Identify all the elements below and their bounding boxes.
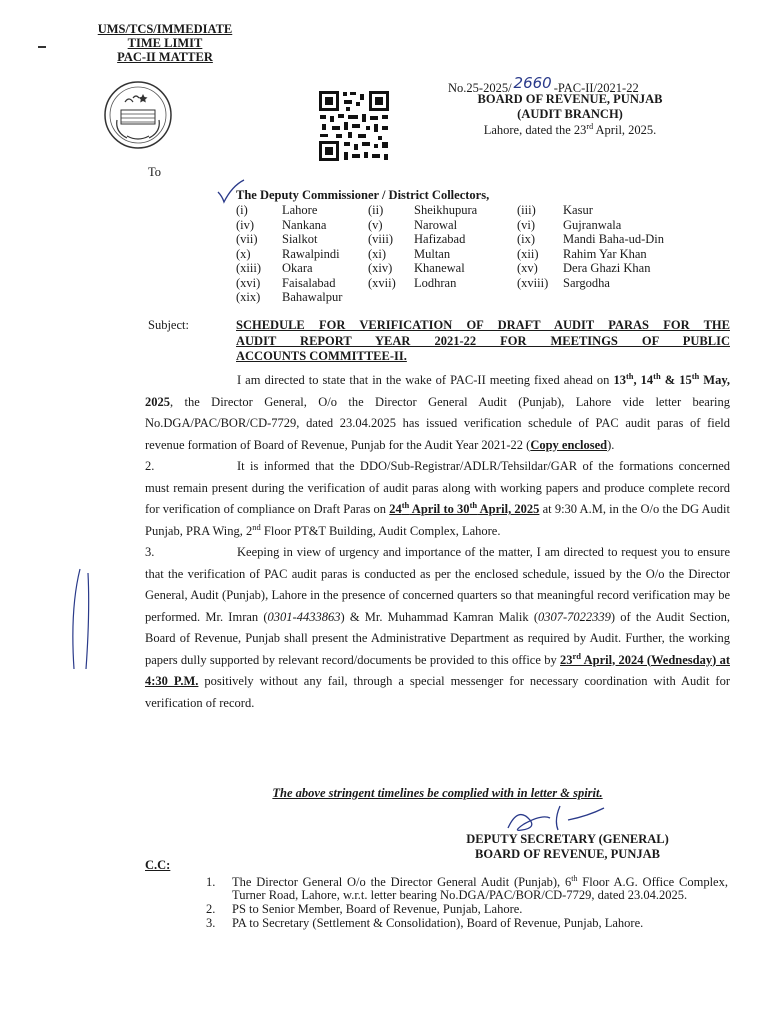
district-number: (i) — [236, 203, 248, 217]
signatory-line: DEPUTY SECRETARY (GENERAL) — [466, 832, 669, 846]
district-name: Kasur — [563, 203, 593, 217]
district-number: (xvii) — [368, 275, 396, 290]
district-name: Sialkot — [282, 232, 318, 246]
paragraph-2: 2. It is informed that the DDO/Sub-Registrar/ADLR/Tehsildar/GAR of the formations concerned must remain present during the verification of audit paras along with working papers and produce complete record for verification of compliance on Draft Paras on 24th April to 30th April, 2025 at 9:30 A.M, in the O/o the DG Audit Punjab, PRA Wing, 2nd Floor PT&T Building, Audit Complex, Lahore. — [145, 459, 730, 538]
marking-line: UMS/TCS/IMMEDIATE — [97, 22, 233, 36]
district-number: (xiii) — [236, 261, 261, 275]
copy-enclosed: Copy enclosed — [530, 437, 608, 452]
district-number: (iv) — [236, 217, 255, 232]
cc-label: C.C: — [145, 858, 171, 872]
qr-code-icon — [318, 90, 390, 162]
org-line: BOARD OF REVENUE, PUNJAB — [477, 92, 663, 106]
mobile-number: 0307-7022339 — [538, 609, 611, 624]
district-number: (xi) — [368, 246, 387, 261]
district-row — [236, 261, 664, 276]
date-prefix: Lahore, dated the 23 — [483, 123, 587, 138]
district-name: Khanewal — [414, 261, 465, 275]
subject-line: SCHEDULE FOR VERIFICATION OF DRAFT AUDIT PARAS FOR THE — [236, 318, 730, 332]
signatory-line: BOARD OF REVENUE, PUNJAB — [475, 846, 660, 861]
district-row — [236, 232, 664, 247]
organization-name — [440, 92, 700, 122]
district-row — [236, 203, 664, 218]
district-number: (xviii) — [517, 275, 549, 290]
cc-text: PA to Secretary (Settlement & Consolidation), Board of Revenue, Punjab, Lahore. — [232, 916, 644, 930]
district-name: Mandi Baha-ud-Din — [563, 232, 665, 246]
district-number: (xvi) — [236, 275, 261, 290]
marking-line: TIME LIMIT — [127, 36, 203, 50]
district-number: (xix) — [236, 290, 261, 304]
ref-suffix: -PAC-II/2021-22 — [553, 81, 639, 95]
district-row — [236, 218, 664, 233]
district-name: Dera Ghazi Khan — [563, 261, 651, 275]
district-row — [236, 276, 664, 291]
district-number: (viii) — [368, 232, 393, 246]
district-name: Multan — [414, 246, 451, 261]
cc-item — [206, 903, 728, 916]
cc-list — [206, 873, 728, 931]
district-name: Hafizabad — [414, 232, 466, 246]
margin-pen-mark — [60, 565, 100, 675]
district-name: Lahore — [282, 203, 318, 217]
subject-label: Subject: — [148, 318, 189, 332]
subject-text — [236, 318, 730, 365]
district-number: (iii) — [517, 203, 536, 217]
org-line: (AUDIT BRANCH) — [517, 107, 623, 121]
district-number: (ii) — [368, 203, 384, 217]
handwritten-number: 2660 — [513, 74, 552, 92]
ref-prefix: No.25-2025/ — [448, 81, 512, 95]
verification-dates: 24th April to 30th April, 2025 — [389, 499, 540, 516]
marking-line: PAC-II MATTER — [117, 50, 213, 64]
district-name: Rahim Yar Khan — [563, 246, 647, 261]
cc-text: PS to Senior Member, Board of Revenue, Punjab, Lahore. — [232, 902, 523, 916]
district-name — [414, 290, 517, 305]
district-row — [236, 290, 664, 305]
district-name — [563, 290, 664, 305]
letter-body — [145, 370, 730, 714]
cc-number: 1. — [206, 875, 216, 889]
priority-markings — [80, 22, 250, 64]
paragraph-3: 3. Keeping in view of urgency and importance of the matter, I am directed to request you to ensure that the verification of PAC audit paras is conducted as per the enclosed schedule, issued by the O/o the Director General, Audit (Punjab), Lahore in the presence of concerned quarters so that meaningful record verification may be performed. Mr. Imran (0301-4433863) & Mr. Muhammad Kamran Malik (0307-7022339) of the Audit Section, Board of Revenue, Punjab shall present the Administrative Department as required by Audit. Further, the working papers dully supported by relevant record/documents be provided to this office by 23rd April, 2024 (Wednesday) at 4:30 P.M. positively without any fail, through a special messenger for necessary coordination with Audit for verification of record. — [145, 545, 731, 710]
district-name: Lodhran — [414, 275, 457, 290]
stringent-note: The above stringent timelines be complied with in letter & spirit. — [272, 786, 603, 800]
district-number: (xv) — [517, 261, 538, 275]
district-name: Rawalpindi — [282, 246, 340, 261]
cc-item — [206, 873, 728, 902]
district-number: (xiv) — [368, 261, 393, 275]
cc-number: 2. — [206, 902, 216, 916]
cc-item — [206, 917, 728, 930]
district-number — [517, 290, 563, 305]
district-number: (vii) — [236, 232, 258, 246]
deadline: 23rd April, 2024 (Wednesday) at 4:30 P.M. — [145, 650, 730, 688]
district-number: (x) — [236, 246, 251, 261]
district-number: (ix) — [517, 232, 536, 246]
district-name: Gujranwala — [563, 217, 622, 232]
district-name: Bahawalpur — [282, 290, 343, 304]
date-suffix: April, 2025. — [593, 123, 657, 138]
mobile-number: 0301-4433863 — [267, 609, 341, 624]
to-label: To — [148, 165, 162, 179]
district-number: (v) — [368, 217, 383, 232]
district-name: Nankana — [282, 217, 327, 232]
subject-line: AUDIT REPORT YEAR 2021-22 FOR MEETINGS OF PUBLIC — [236, 333, 730, 348]
addressee: The Deputy Commissioner / District Collectors, — [236, 188, 490, 202]
signatory-block — [440, 832, 695, 861]
district-number — [368, 290, 414, 305]
district-number: (xii) — [517, 246, 539, 261]
subject-line: ACCOUNTS COMMITTEE-II. — [236, 349, 407, 363]
district-list — [236, 203, 664, 305]
district-name: Okara — [282, 261, 313, 275]
district-name: Narowal — [414, 217, 458, 232]
cc-text: The Director General O/o the Director General Audit (Punjab), 6th Floor A.G. Office Complex, Turner Road, Lahore, w.r.t. letter bearing No.DGA/PAC/BOR/CD-7729, dated 23.04.2025. — [232, 873, 728, 902]
letter-date — [440, 122, 700, 138]
district-name: Sheikhupura — [414, 203, 478, 217]
stray-mark — [38, 46, 46, 48]
district-row — [236, 247, 664, 262]
date-sup: rd — [586, 122, 594, 131]
punjab-emblem-icon — [103, 80, 173, 150]
district-number: (vi) — [517, 217, 536, 232]
cc-number: 3. — [206, 916, 216, 930]
district-name: Sargodha — [563, 275, 610, 290]
paragraph-1: I am directed to state that in the wake of PAC-II meeting fixed ahead on 13th, 14th & 15th May, 2025, the Director General, O/o the Director General Audit (Punjab), Lahore vide letter bearing No.DGA/PAC/BOR/CD-7729, dated 23.04.2025 has issued verification schedule of PAC audit paras of field revenue formation of Board of Revenue, Punjab for the Audit Year 2021-22 (Copy enclosed). — [145, 370, 731, 452]
district-name: Faisalabad — [282, 275, 336, 290]
